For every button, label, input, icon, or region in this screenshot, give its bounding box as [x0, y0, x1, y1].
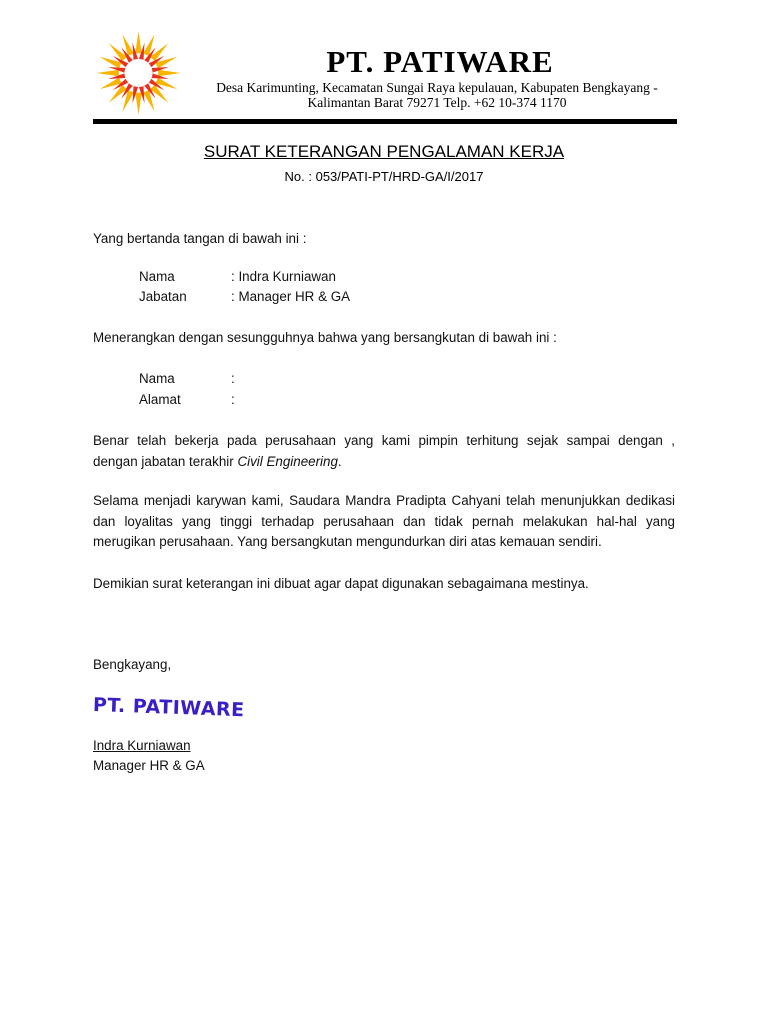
signatory-name-label: Nama	[139, 269, 175, 284]
intro-text: Yang bertanda tangan di bawah ini :	[93, 231, 307, 246]
signer-title: Manager HR & GA	[93, 758, 205, 773]
closing-paragraph: Demikian surat keterangan ini dibuat agar dapat digunakan sebagaimana mestinya.	[93, 576, 589, 591]
signatory-position-value: : Manager HR & GA	[231, 289, 351, 304]
employment-suffix: .	[337, 454, 342, 469]
conduct-paragraph: Selama menjadi karywan kami, Saudara Mandra Pradipta Cahyani telah menunjukkan dedikasi dan loyalitas yang tinggi terhadap perusahaan dan tidak pernah melakukan hal-hal yang merugikan perusahaan. Yang bersangkutan mengundurkan diri atas kemauan sendiri.	[93, 493, 675, 549]
signature-place: Bengkayang,	[93, 657, 172, 672]
subject-name-label: Nama	[139, 371, 175, 386]
sunburst-logo-icon	[91, 30, 186, 116]
company-address	[198, 80, 676, 110]
document-number: No. : 053/PATI-PT/HRD-GA/I/2017	[284, 169, 484, 184]
employment-line-2	[93, 452, 675, 473]
address-line-2: Kalimantan Barat 79271 Telp. +62 10-374 1170	[307, 95, 567, 110]
signatory-position-label: Jabatan	[139, 289, 187, 304]
employment-prefix: dengan jabatan terakhir	[93, 454, 238, 469]
header-divider	[93, 119, 677, 124]
signatory-name-value: : Indra Kurniawan	[231, 269, 336, 284]
subject-address-label: Alamat	[139, 392, 181, 407]
signer-name: Indra Kurniawan	[93, 738, 191, 753]
address-line-1: Desa Karimunting, Kecamatan Sungai Raya kepulauan, Kabupaten Bengkayang -	[216, 80, 658, 95]
company-stamp: PT. PATIWARE	[92, 694, 245, 722]
document-title: SURAT KETERANGAN PENGALAMAN KERJA	[203, 142, 565, 161]
subject-address-value: :	[231, 392, 235, 407]
company-name: PT. PATIWARE	[326, 44, 554, 79]
employment-role: Civil Engineering	[237, 454, 338, 469]
employment-line-1: Benar telah bekerja pada perusahaan yang kami pimpin terhitung sejak sampai dengan ,	[93, 433, 675, 448]
subject-name-value: :	[231, 371, 235, 386]
statement-text: Menerangkan dengan sesungguhnya bahwa yang bersangkutan di bawah ini :	[93, 330, 557, 345]
